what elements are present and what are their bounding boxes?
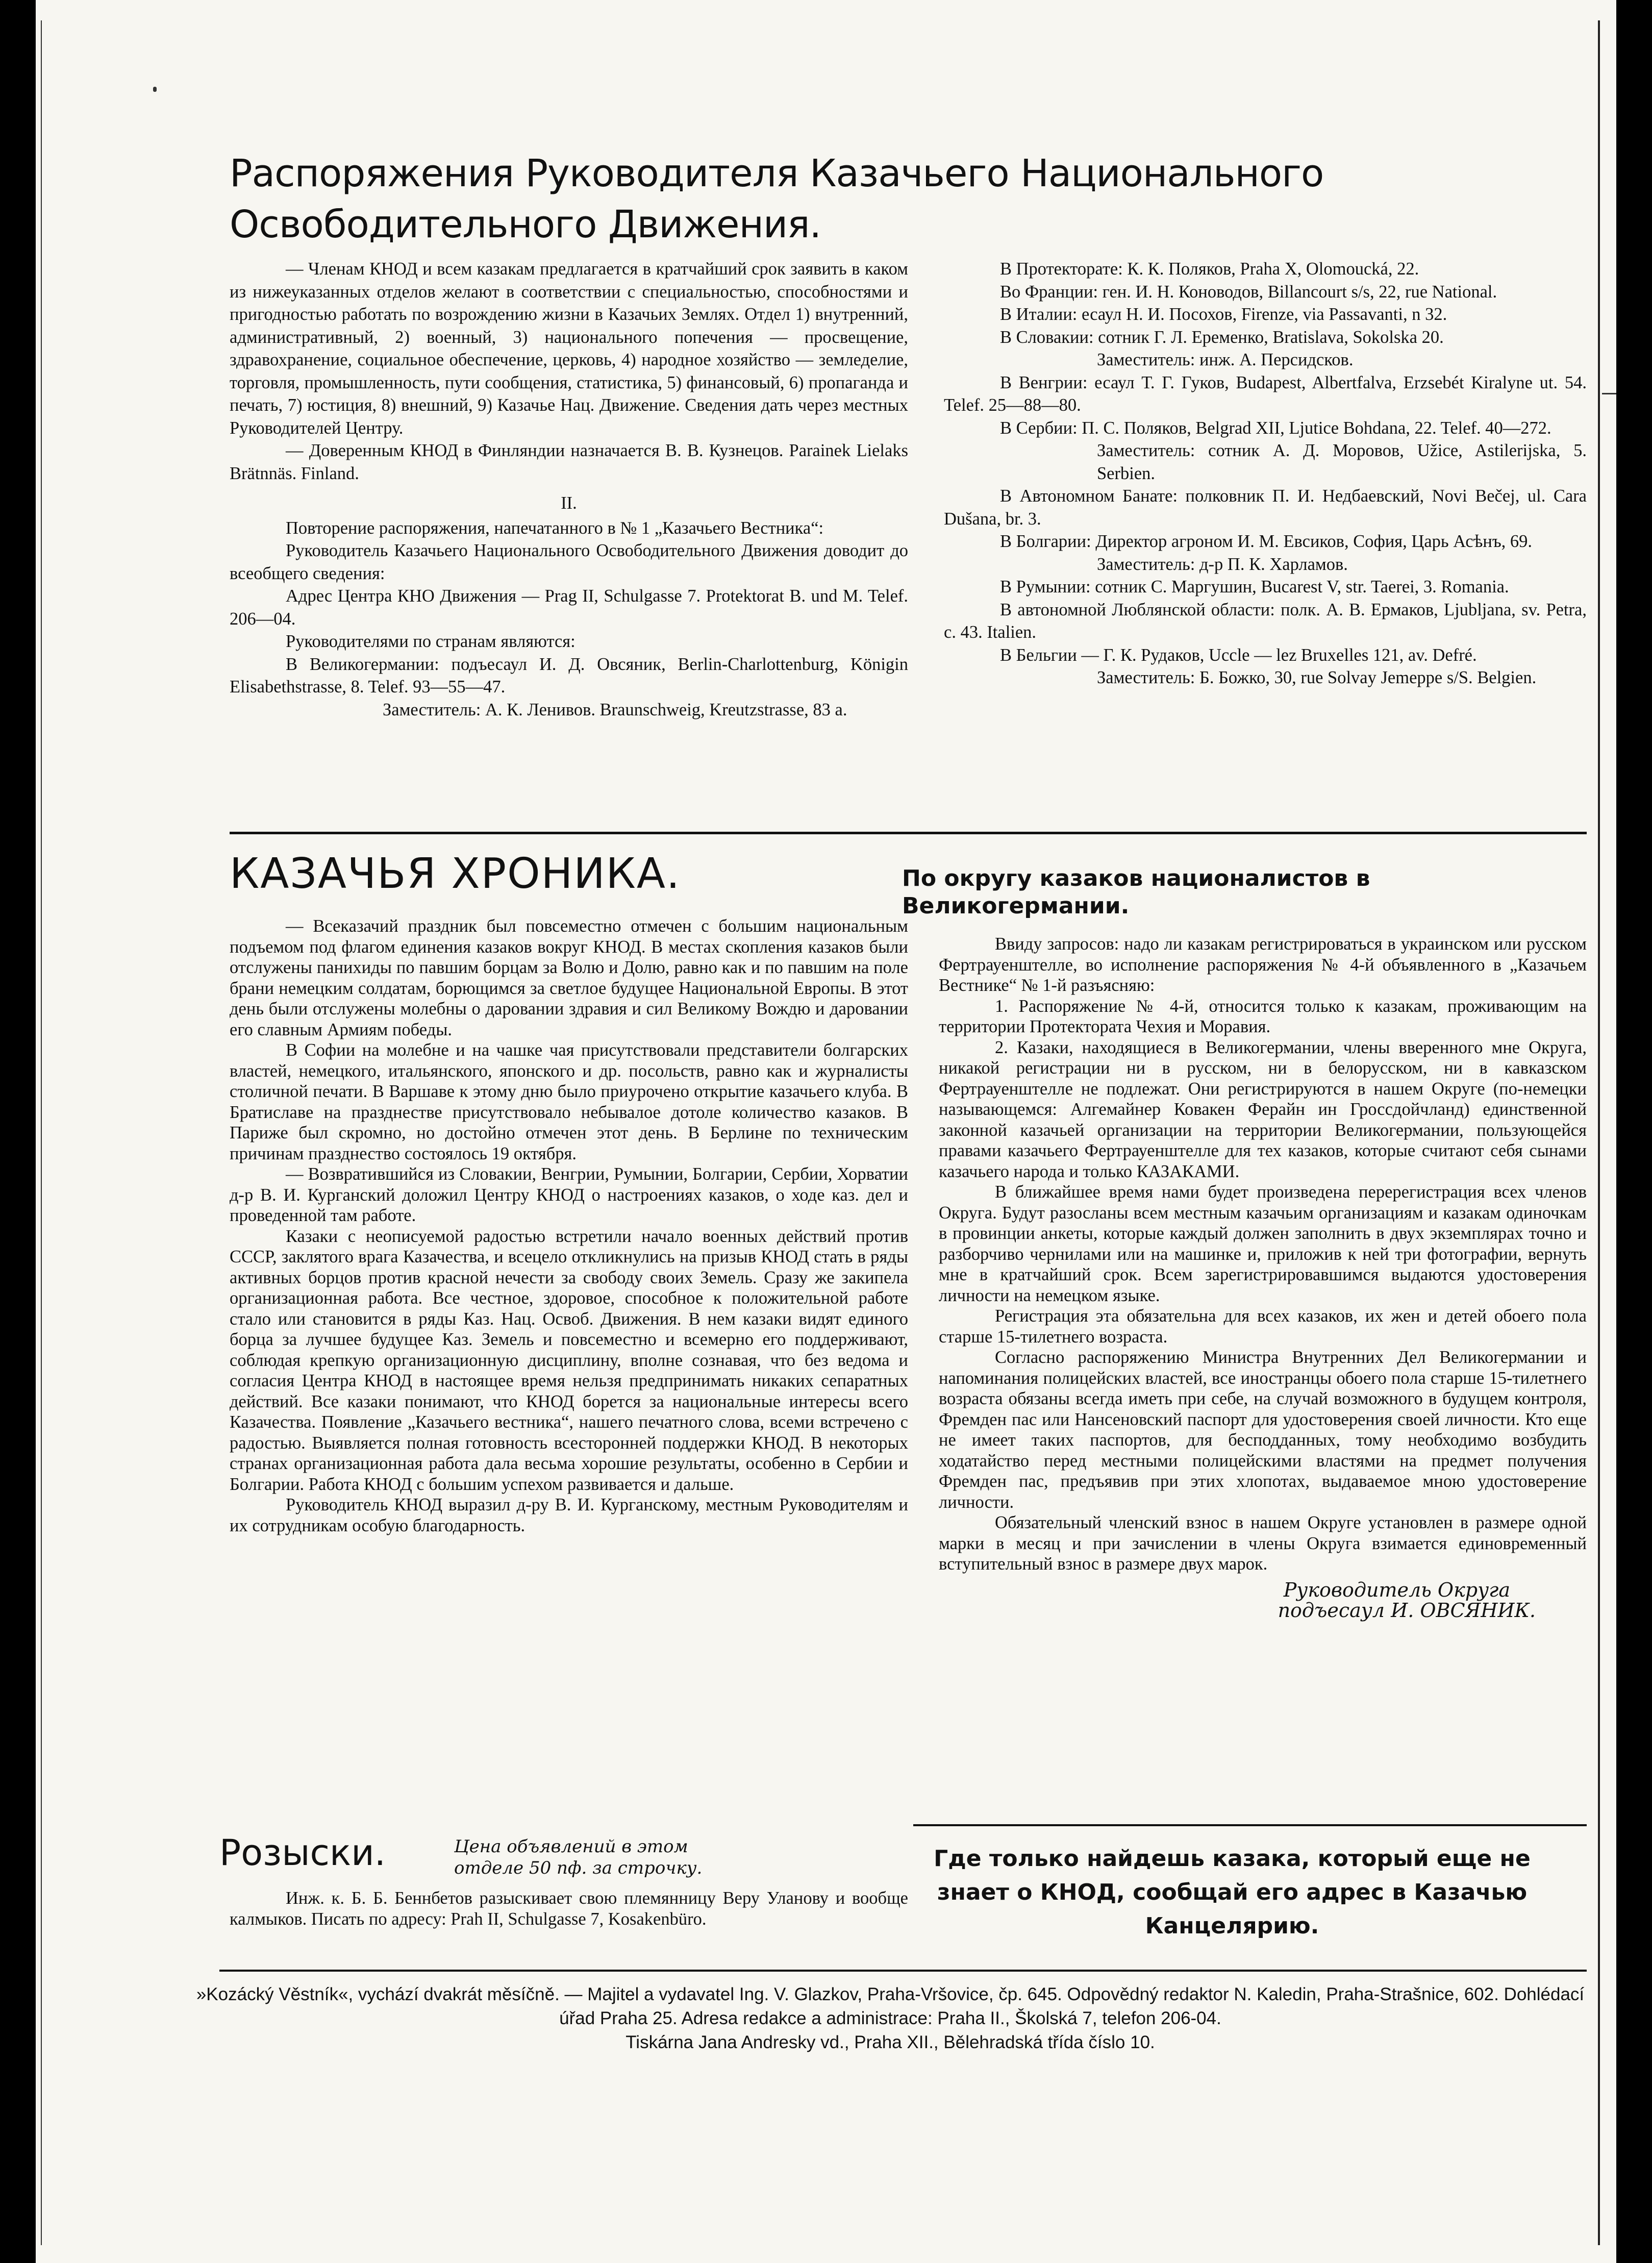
margin-mark	[1602, 393, 1616, 394]
order-paragraph: Руководитель Казачьего Национального Освободительного Движения доводит до всеобщего сведения:	[230, 541, 908, 583]
okrug-paragraph: 2. Казаки, находящиеся в Великогермании, члены вверенного мне Округа, никакой регистрации ни в русском, ни в белорусском, ни в кавказском Фертрауенштелле не подлежат. Они регистрируются в нашем Округе (по-немецки называющемся: Алгемайнер Ковакен Ферайн ин Гроссдойчланд) единственной законной казачьей организации на территории Великогермании, пользующейся правами казачьего Фертрауенштелле для тех казаков, которые считают себя сынами казачьего народа и только КАЗАКАМИ.	[939, 1037, 1587, 1181]
leader-entry: В Италии: есаул Н. И. Посохов, Firenze, via Passavanti, n 32.	[1000, 305, 1447, 324]
rozyski-column	[230, 1888, 908, 1929]
leader-entry: В Венгрии: есаул Т. Г. Гуков, Budapest, Albertfalva, Erzsebét Kiralyne ut. 54. Telef. 25—88—80.	[944, 372, 1587, 415]
chronicle-paragraph: Руководитель КНОД выразил д-ру В. И. Курганскому, местным Руководителям и их сотрудникам особую благодарность.	[230, 1495, 908, 1535]
page-edge-right	[1598, 20, 1600, 2245]
order-paragraph: В Великогермании: подъесаул И. Д. Овсяник, Berlin-Charlottenburg, Königin Elisabethstrasse, 8. Telef. 93—55—47.	[230, 654, 908, 697]
okrug-paragraph: В ближайшее время нами будет произведена перерегистрация всех членов Округа. Будут разосланы всем местным казачьим организациям и казакам одиночкам в провинции анкеты, которые каждый должен заполнить в двух экземплярах точно и разборчиво чернилами или на машинке и, приложив к ней три фотографии, вернуть мне в кратчайший срок. Всем зарегистрировавшимся выдаются удостоверения личности на немецком языке.	[939, 1182, 1587, 1305]
chronicle-paragraph: В Софии на молебне и на чашке чая присутствовали представители болгарских властей, немецкого, итальянского, японского и др. посольств, равно как и журналисты столичной печати. В Варшаве к этому дню было приурочено открытие казачьего клуба. В Братиславе на празднестве присутствовало небывалое дотоле количество казаков. В Париже был скромно, но достойно отмечен этот день. В Берлине по техническим причинам празднество состоялось 19 октября.	[230, 1040, 908, 1163]
deputy-line: Заместитель: А. К. Ленивов. Braunschweig, Kreutzstrasse, 83 a.	[383, 700, 847, 719]
leader-entry: В Болгарии: Директор агроном И. М. Евсиков, София, Царь Асѣнъ, 69.	[1000, 532, 1533, 551]
chronicle-paragraph: — Возвратившийся из Словакии, Венгрии, Румынии, Болгарии, Сербии, Хорватии д-р В. И. Курганский доложил Центру КНОД о настроениях казаков, о ходе каз. дел и проведенной там работе.	[230, 1164, 908, 1225]
okrug-column	[939, 934, 1587, 1621]
main-heading-line1: Распоряжения Руководителя Казачьего Национального	[230, 152, 1324, 195]
okrug-paragraph: Обязательный членский взнос в нашем Округе установлен в размере одной марки в месяц и при зачислении в члены Округа взимается единовременный вступительный взнос в размере двух марок.	[939, 1513, 1587, 1574]
leader-entry: В Протекторате: К. К. Поляков, Praha X, Olomoucká, 22.	[1000, 259, 1419, 279]
appeal-divider	[913, 1824, 1587, 1826]
rozyski-price: Цена объявлений в этом отделе 50 пф. за строчку.	[454, 1836, 703, 1878]
imprint	[189, 1982, 1592, 2054]
leader-entry: Во Франции: ген. И. Н. Коноводов, Billancourt s/s, 22, rue National.	[1000, 282, 1497, 302]
imprint-line: »Kozácký Věstník«, vychází dvakrát měsíčně. — Majitel a vydavatel Ing. V. Glazkov, Praha-Vršovice, čp. 645. Odpovědný redaktor N. Kaledin, Praha-Strašnice, 602. Dohlédací úřad Praha 25. Adresa redakce a administrace: Praha II., Školská 7, telefon 206-04.	[196, 1984, 1585, 2028]
okrug-signature-title: Руководитель Округа	[1283, 1578, 1510, 1601]
leader-entry: В автономной Люблянской области: полк. А. В. Ермаков, Ljubljana, sv. Petra, c. 43. Italien.	[944, 600, 1587, 642]
deputy-line: Заместитель: д-р П. К. Харламов.	[1097, 554, 1348, 574]
print-speck	[153, 87, 157, 92]
okrug-signature-name: подъесаул И. ОВСЯНИК.	[1278, 1599, 1536, 1622]
order-paragraph: — Членам КНОД и всем казакам предлагается в кратчайший срок заявить в каком из нижеуказанных отделов желают в соответствии с специальностью, способностями и пригодностью работать по возрождению жизни в Казачьих Землях. Отдел 1) внутренний, административный, 2) военный, 3) национального попечения — просвещение, здравохранение, социальное обеспечение, церковь, 4) народное хозяйство — земледелие, торговля, промышленность, пути сообщения, статистика, 5) финансовый, 6) пропаганда и печать, 7) юстиция, 8) внешний, 9) Казачье Нац. Движение. Сведения дать через местных Руководителей Центру.	[230, 259, 908, 438]
okrug-paragraph: Ввиду запросов: надо ли казакам регистрироваться в украинском или русском Фертрауенштелле, во исполнение распоряжения № 4-й объявленного в „Казачьем Вестнике“ № 1-й разъясняю:	[939, 934, 1587, 995]
leader-entry: В Сербии: П. С. Поляков, Belgrad XII, Ljutice Bohdana, 22. Telef. 40—272.	[1000, 418, 1551, 438]
deputy-line: Заместитель: сотник А. Д. Моровов, Užice, Astilerijska, 5. Serbien.	[1097, 441, 1587, 483]
leaders-right-column	[944, 258, 1587, 689]
leader-entry: В Словакии: сотник Г. Л. Еременко, Bratislava, Sokolska 20.	[1000, 327, 1444, 347]
deputy-line: Заместитель: Б. Божко, 30, rue Solvay Jemeppe s/S. Belgien.	[1097, 668, 1537, 687]
section-number: II.	[561, 493, 577, 513]
appeal-box: Где только найдешь казака, который еще не знает о КНОД, сообщай его адрес в Казачью Канцелярию.	[934, 1846, 1531, 1939]
leader-entry: В Бельгии — Г. К. Рудаков, Uccle — lez Bruxelles 121, av. Defré.	[1000, 645, 1477, 665]
order-paragraph: Руководителями по странам являются:	[286, 632, 575, 651]
deputy-line: Заместитель: инж. А. Персидсков.	[1097, 350, 1354, 369]
okrug-paragraph: Регистрация эта обязательна для всех казаков, их жен и детей обоего пола старше 15-тилетнего возраста.	[939, 1306, 1587, 1347]
section-divider	[230, 832, 1587, 834]
okrug-paragraph: 1. Распоряжение № 4-й, относится только к казакам, проживающим на территории Протектората Чехия и Моравия.	[939, 996, 1587, 1036]
rozyski-text: Инж. к. Б. Б. Беннбетов разыскивает свою племянницу Веру Уланову и вообще калмыков. Писать по адресу: Prah II, Schulgasse 7, Kosakenbüro.	[230, 1888, 908, 1929]
chronicle-paragraph: Казаки с неописуемой радостью встретили начало военных действий против СССР, заклятого врага Казачества, и всецело откликнулись на призыв КНОД стать в ряды активных борцов против красной нечести за свободу своих Земель. Сразу же закипела организационная работа. Все честное, здоровое, способное к положительной работе стало или становится в ряды Каз. Нац. Освоб. Движения. В нем казаки видят единого борца за лучшее будущее Каз. Земель и повсеместно и всемерно его поддерживают, соблюдая крепкую организационную дисциплину, вполне сознавая, что без ведома и согласия Центра КНОД в настоящее время нельзя предпринимать никаких сепаратных действий. Все казаки понимают, что КНОД борется за национальные интересы всего Казачества. Появление „Казачьего вестника“, нашего печатного слова, всеми встречено с радостью. Выявляется полная готовность всесторонней поддержки КНОД. В некоторых странах организационная работа дала весьма хорошие результаты, особенно в Сербии и Болгарии. Работа КНОД с большим успехом развивается и дальше.	[230, 1226, 908, 1494]
okrug-title: По округу казаков националистов в Великогермании.	[902, 865, 1370, 919]
page-edge-left	[41, 20, 42, 2245]
orders-left-column	[230, 258, 908, 721]
chronicle-paragraph: — Всеказачий праздник был повсеместно отмечен с большим национальным подъемом под флагом единения казаков вокруг КНОД. В местах скопления казаков были отслужены панихиды по павшим борцам за Волю и Долю, равно как и по павшим на поле брани немецким солдатам, борющимся за светлое будущее Национальной Европы. В этот день были отслужены молебны о даровании здравия и сил Великому Вождю и даровании его славным Армиям победы.	[230, 916, 908, 1039]
newspaper-page	[36, 0, 1616, 2263]
order-paragraph: Повторение распоряжения, напечатанного в № 1 „Казачьего Вестника“:	[286, 518, 824, 538]
order-paragraph: — Доверенным КНОД в Финляндии назначается В. В. Кузнецов. Parainek Lielaks Brätnnäs. Finland.	[230, 441, 908, 483]
chronicle-title: КАЗАЧЬЯ ХРОНИКА.	[230, 850, 681, 898]
footer-divider	[219, 1970, 1587, 1972]
main-heading	[230, 148, 1403, 250]
okrug-paragraph: Согласно распоряжению Министра Внутренних Дел Великогермании и напоминания полицейских властей, все иностранцы обоего пола старше 15-тилетнего возраста обязаны всегда иметь при себе, на случай возможного в будущем контроля, Фремден пас или Нансеновский паспорт для удостоверения своей личности. Кто еще не имеет таких паспортов, для бесподданных, тому необходимо возбудить ходатайство перед местными полицейскими властями на предмет получения Фремден пас, предъявив при этих хлопотах, выдаваемое мною удостоверение личности.	[939, 1348, 1587, 1512]
imprint-line: Tiskárna Jana Andresky vd., Praha XII., Bělehradská třída číslo 10.	[625, 2032, 1155, 2052]
leader-entry: В Румынии: сотник С. Маргушин, Bucarest V, str. Taerei, 3. Romania.	[1000, 577, 1509, 596]
main-heading-line2: Освободительного Движения.	[230, 203, 821, 246]
rozyski-title: Розыски.	[219, 1832, 386, 1874]
leader-entry: В Автономном Банате: полковник П. И. Недбаевский, Novi Bečej, ul. Cara Dušana, br. 3.	[944, 486, 1587, 529]
order-paragraph: Адрес Центра КНО Движения — Prag II, Schulgasse 7. Protektorat B. und M. Telef. 206—04.	[230, 586, 908, 629]
chronicle-column	[230, 916, 908, 1536]
